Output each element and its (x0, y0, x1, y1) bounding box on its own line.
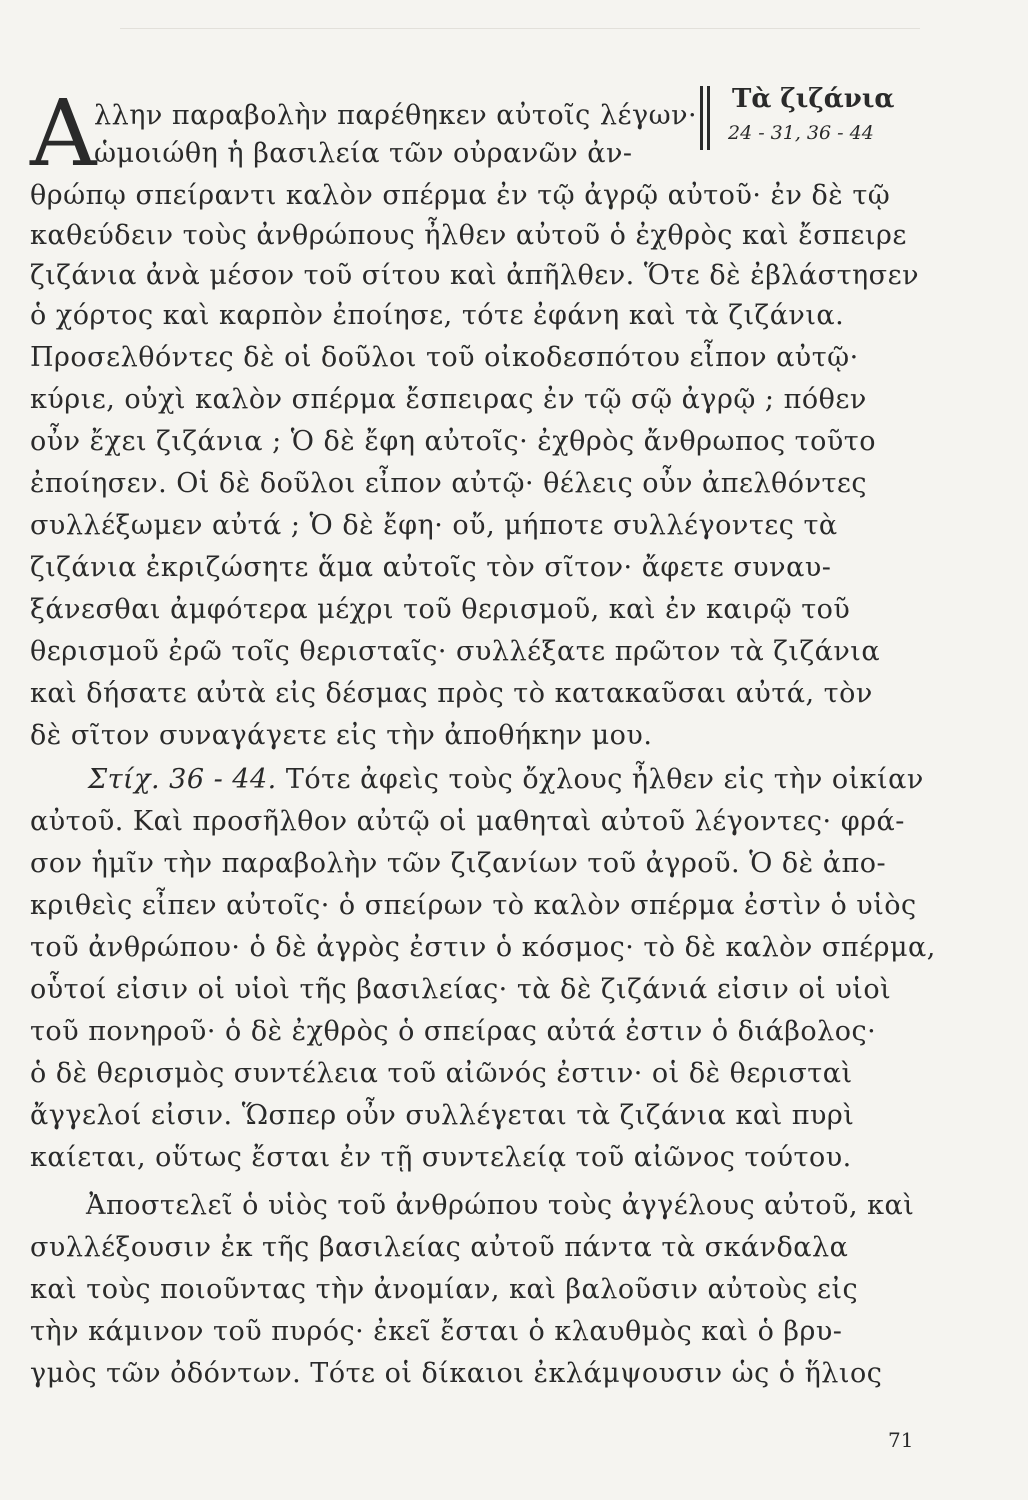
text-line: Ἀποστελεῖ ὁ υἱὸς τοῦ ἀνθρώπου τοὺς ἀγγέλους αὐτοῦ, καὶ (86, 1190, 915, 1221)
text-line: καὶ δήσατε αὐτὰ εἰς δέσμας πρὸς τὸ κατακαῦσαι αὐτά, τὸν (30, 678, 873, 709)
text-line: ξάνεσθαι ἀμφότερα μέχρι τοῦ θερισμοῦ, καὶ ἐν καιρῷ τοῦ (30, 594, 851, 625)
text-line: ζιζάνια ἐκριζώσητε ἅμα αὐτοῖς τὸν σῖτον· ἄφετε συναυ- (30, 552, 832, 583)
verse-reference: Στίχ. 36 - 44. (88, 764, 277, 795)
text-line: αὐτοῦ. Καὶ προσῆλθον αὐτῷ οἱ μαθηταὶ αὐτοῦ λέγοντες· φρά- (30, 806, 905, 837)
text-line: τοῦ πονηροῦ· ὁ δὲ ἐχθρὸς ὁ σπείρας αὐτά ἐστιν ὁ διάβολος· (30, 1016, 877, 1047)
text-line: συλλέξουσιν ἐκ τῆς βασιλείας αὐτοῦ πάντα τὰ σκάνδαλα (30, 1232, 849, 1263)
text-line: σον ἡμῖν τὴν παραβολὴν τῶν ζιζανίων τοῦ ἀγροῦ. Ὁ δὲ ἀπο- (30, 848, 887, 879)
page-number: 71 (888, 1428, 914, 1452)
text-line: οὗτοί εἰσιν οἱ υἱοὶ τῆς βασιλείας· τὰ δὲ ζιζάνιά εἰσιν οἱ υἱοὶ (30, 974, 892, 1005)
text-line: θρώπῳ σπείραντι καλὸν σπέρμα ἐν τῷ ἀγρῷ αὐτοῦ· ἐν δὲ τῷ (30, 180, 891, 211)
text-line: ὁ χόρτος καὶ καρπὸν ἐποίησε, τότε ἐφάνη καὶ τὰ ζιζάνια. (30, 300, 845, 331)
text-line: δὲ σῖτον συναγάγετε εἰς τὴν ἀποθήκην μου. (30, 720, 653, 751)
text-line: καίεται, οὕτως ἔσται ἐν τῇ συντελείᾳ τοῦ αἰῶνος τούτου. (30, 1142, 852, 1173)
text-line: καὶ τοὺς ποιοῦντας τὴν ἀνομίαν, καὶ βαλοῦσιν αὐτοὺς εἰς (30, 1274, 859, 1305)
text-line: συλλέξωμεν αὐτά ; Ὁ δὲ ἔφη· οὔ, μήποτε συλλέγοντες τὰ (30, 510, 838, 541)
text-line: ζιζάνια ἀνὰ μέσον τοῦ σίτου καὶ ἀπῆλθεν. Ὅτε δὲ ἐβλάστησεν (30, 260, 920, 291)
text-line: γμὸς τῶν ὀδόντων. Τότε οἱ δίκαιοι ἐκλάμψουσιν ὡς ὁ ἥλιος (30, 1358, 883, 1389)
text-line: καθεύδειν τοὺς ἀνθρώπους ἦλθεν αὐτοῦ ὁ ἐχθρὸς καὶ ἔσπειρε (30, 220, 907, 251)
text-line: κριθεὶς εἶπεν αὐτοῖς· ὁ σπείρων τὸ καλὸν σπέρμα ἐστὶν ὁ υἱὸς (30, 890, 917, 921)
text-line: τοῦ ἀνθρώπου· ὁ δὲ ἀγρὸς ἐστιν ὁ κόσμος· τὸ δὲ καλὸν σπέρμα, (30, 932, 936, 963)
text-line: ἐποίησεν. Οἱ δὲ δοῦλοι εἶπον αὐτῷ· θέλεις οὖν ἀπελθόντες (30, 468, 868, 499)
text-line-content: Τότε ἀφεὶς τοὺς ὄχλους ἦλθεν εἰς τὴν οἰκίαν (285, 764, 924, 795)
text-line: ἄγγελοί εἰσιν. Ὥσπερ οὖν συλλέγεται τὰ ζιζάνια καὶ πυρὶ (30, 1100, 855, 1131)
text-line: θερισμοῦ ἐρῶ τοῖς θερισταῖς· συλλέξατε πρῶτον τὰ ζιζάνια (30, 636, 881, 667)
text-line: Προσελθόντες δὲ οἱ δοῦλοι τοῦ οἰκοδεσπότου εἶπον αὐτῷ· (30, 342, 859, 373)
section-verses: 24 - 31, 36 - 44 (728, 122, 874, 144)
text-line: ὁ δὲ θερισμὸς συντέλεια τοῦ αἰῶνός ἐστιν· οἱ δὲ θερισταὶ (30, 1058, 853, 1089)
section-title: Τὰ ζιζάνια (732, 84, 895, 114)
text-line (88, 764, 924, 796)
text-line: κύριε, οὐχὶ καλὸν σπέρμα ἔσπειρας ἐν τῷ σῷ ἀγρῷ ; πόθεν (30, 384, 867, 415)
text-line: λλην παραβολὴν παρέθηκεν αὐτοῖς λέγων· (94, 100, 698, 131)
drop-cap: Α (30, 80, 97, 187)
text-line: τὴν κάμινον τοῦ πυρός· ἐκεῖ ἔσται ὁ κλαυθμὸς καὶ ὁ βρυ- (30, 1316, 843, 1347)
text-line: ὡμοιώθη ἡ βασιλεία τῶν οὐρανῶν ἀν- (94, 138, 633, 169)
text-line: οὖν ἔχει ζιζάνια ; Ὁ δὲ ἔφη αὐτοῖς· ἐχθρὸς ἄνθρωπος τοῦτο (30, 426, 876, 457)
